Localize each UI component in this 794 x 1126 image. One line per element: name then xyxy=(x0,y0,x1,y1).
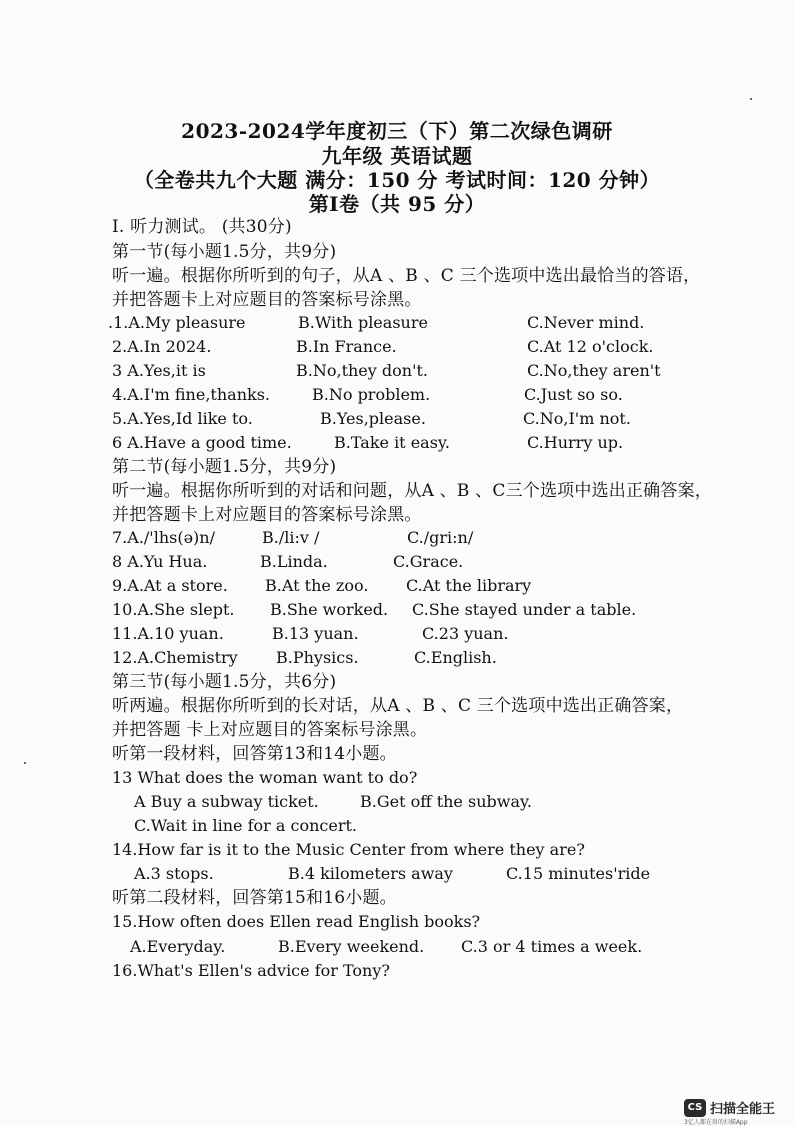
question-stem: 14.How far is it to the Music Center from where they are? xyxy=(112,840,585,859)
option-a: 12.A.Chemistry xyxy=(112,648,238,667)
option-c: C.Grace. xyxy=(393,552,464,571)
option-b: B.With pleasure xyxy=(298,313,428,332)
scan-speck xyxy=(750,98,752,100)
option-a: 8 A.Yu Hua. xyxy=(112,552,208,571)
option-c: C.Never mind. xyxy=(527,313,645,332)
option-c: C.She stayed under a table. xyxy=(412,600,637,619)
option-c: C.23 yuan. xyxy=(422,624,509,643)
option-c: C./gri:n/ xyxy=(407,528,474,547)
option-a: 6 A.Have a good time. xyxy=(112,433,292,452)
material-heading: 听第一段材料，回答第13和14小题。 xyxy=(112,744,397,764)
option-a: 2.A.In 2024. xyxy=(112,337,212,356)
option-a: 9.A.At a store. xyxy=(112,576,228,595)
option-b: B.Yes,please. xyxy=(320,409,426,428)
option-c: C.No,I'm not. xyxy=(523,409,631,428)
option-b: B.4 kilometers away xyxy=(288,864,453,883)
option-c: C.15 minutes'ride xyxy=(506,864,651,883)
option-b: B.No,they don't. xyxy=(296,361,428,380)
option-a: A.Everyday. xyxy=(130,937,226,956)
scan-speck xyxy=(24,762,26,764)
option-a: .1.A.My pleasure xyxy=(108,313,246,332)
part1-title: 第一节(每小题1.5分，共9分) xyxy=(112,242,337,262)
part2-instruction: 并把答题卡上对应题目的答案标号涂黑。 xyxy=(112,505,422,525)
option-a: 7.A./'lhs(ə)n/ xyxy=(112,528,215,547)
option-c: C.Wait in line for a concert. xyxy=(134,816,357,835)
option-b: B./li:v / xyxy=(262,528,320,547)
option-a: A.3 stops. xyxy=(134,864,214,883)
option-b: B.13 yuan. xyxy=(272,624,359,643)
part1-instruction: 听一遍。根据你所听到的句子，从A 、B 、C 三个选项中选出最恰当的答语， xyxy=(112,266,701,286)
option-a: 4.A.I'm fine,thanks. xyxy=(112,385,270,404)
option-c: C.Hurry up. xyxy=(527,433,624,452)
option-b: B.Every weekend. xyxy=(278,937,425,956)
scanner-watermark xyxy=(684,1098,775,1117)
section-title: I. 听力测试。 (共30分) xyxy=(112,217,292,237)
option-b: B.Linda. xyxy=(260,552,328,571)
option-b: B.At the zoo. xyxy=(265,576,369,595)
question-stem: 15.How often does Ellen read English books? xyxy=(112,912,481,931)
part3-instruction: 并把答题 卡上对应题目的答案标号涂黑。 xyxy=(112,720,428,740)
volume-title: 第I卷（共 95 分） xyxy=(308,192,486,216)
part2-instruction: 听一遍。根据你所听到的对话和问题，从A 、B 、C三个选项中选出正确答案， xyxy=(112,481,712,501)
option-b: B.Get off the subway. xyxy=(360,792,532,811)
option-a: 10.A.She slept. xyxy=(112,600,235,619)
exam-subject: 九年级 英语试题 xyxy=(321,144,473,168)
option-b: B.Physics. xyxy=(276,648,359,667)
option-a: 3 A.Yes,it is xyxy=(112,361,206,380)
material-heading: 听第二段材料，回答第15和16小题。 xyxy=(112,888,397,908)
option-a: 11.A.10 yuan. xyxy=(112,624,224,643)
exam-title: 2023-2024学年度初三（下）第二次绿色调研 xyxy=(181,119,613,143)
question-stem: 13 What does the woman want to do? xyxy=(112,768,418,787)
option-b: B.She worked. xyxy=(270,600,389,619)
option-b: B.Take it easy. xyxy=(334,433,450,452)
option-c: C.English. xyxy=(414,648,497,667)
option-c: C.Just so so. xyxy=(524,385,623,404)
option-b: B.In France. xyxy=(296,337,397,356)
option-a: A Buy a subway ticket. xyxy=(134,792,319,811)
option-b: B.No problem. xyxy=(312,385,431,404)
option-a: 5.A.Yes,Id like to. xyxy=(112,409,253,428)
exam-info: （全卷共九个大题 满分：150 分 考试时间：120 分钟） xyxy=(133,168,661,192)
part3-title: 第三节(每小题1.5分，共6分) xyxy=(112,672,337,692)
question-stem: 16.What's Ellen's advice for Tony? xyxy=(112,961,390,980)
part3-instruction: 听两遍。根据你所听到的长对话，从A 、B 、C 三个选项中选出正确答案， xyxy=(112,696,684,716)
part1-instruction: 并把答题卡上对应题目的答案标号涂黑。 xyxy=(112,290,422,310)
part2-title: 第二节(每小题1.5分，共9分) xyxy=(112,457,337,477)
watermark-name: 扫描全能王 xyxy=(710,1102,776,1117)
option-c: C.3 or 4 times a week. xyxy=(461,937,643,956)
camscanner-icon: CS xyxy=(684,1099,706,1117)
option-c: C.At 12 o'clock. xyxy=(527,337,654,356)
option-c: C.At the library xyxy=(406,576,532,595)
option-c: C.No,they aren't xyxy=(527,361,661,380)
watermark-tagline: 3亿人都在用的扫描App xyxy=(684,1119,748,1126)
